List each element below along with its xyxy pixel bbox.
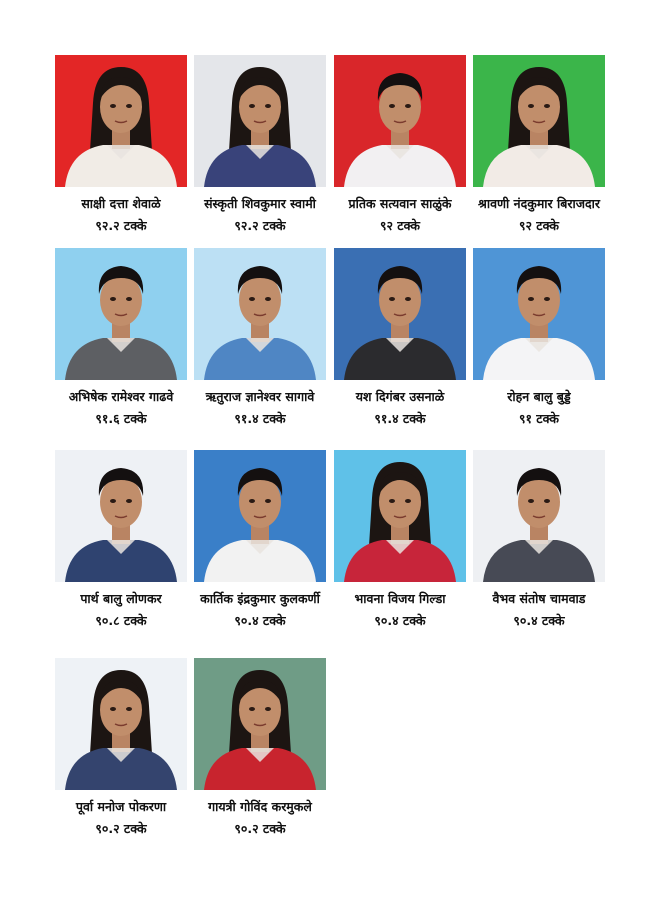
student-card	[55, 55, 187, 234]
student-card	[194, 55, 326, 234]
portrait-image	[55, 248, 187, 380]
portrait-image	[334, 55, 466, 187]
student-percentage: ९०.४ टक्के	[234, 613, 286, 628]
student-percentage: ९०.८ टक्के	[95, 613, 147, 628]
student-name: यश दिगंबर उसनाळे	[355, 389, 445, 404]
portrait-image	[55, 450, 187, 582]
student-percentage: ९०.२ टक्के	[234, 821, 286, 836]
student-percentage: ९२.२ टक्के	[95, 218, 147, 233]
student-name: रोहन बालु बुड्डे	[507, 389, 571, 404]
portrait-image	[334, 450, 466, 582]
student-photo	[194, 658, 326, 790]
student-name: पार्थ बालु लोणकर	[80, 591, 162, 606]
student-photo	[194, 55, 326, 187]
student-percentage: ९२.२ टक्के	[234, 218, 286, 233]
student-card	[473, 248, 605, 427]
student-photo	[55, 450, 187, 582]
student-photo	[473, 55, 605, 187]
student-percentage: ९१.४ टक्के	[234, 411, 286, 426]
student-percentage: ९२ टक्के	[518, 218, 560, 233]
student-name: कार्तिक इंद्रकुमार कुलकर्णी	[200, 591, 320, 606]
student-percentage: ९१.४ टक्के	[374, 411, 426, 426]
student-name: अभिषेक रामेश्वर गाढवे	[68, 389, 174, 404]
portrait-image	[194, 450, 326, 582]
student-photo	[194, 450, 326, 582]
student-photo	[473, 450, 605, 582]
portrait-image	[334, 248, 466, 380]
student-name: साक्षी दत्ता शेवाळे	[81, 196, 161, 211]
student-percentage: ९०.४ टक्के	[513, 613, 565, 628]
student-photo	[334, 248, 466, 380]
student-card	[473, 55, 605, 234]
student-name: वैभव संतोष चामवाड	[492, 591, 586, 606]
student-percentage: ९२ टक्के	[379, 218, 421, 233]
portrait-image	[55, 55, 187, 187]
portrait-image	[194, 55, 326, 187]
student-name: प्रतिक सत्यवान साळुंके	[348, 196, 452, 211]
student-percentage: ९०.४ टक्के	[374, 613, 426, 628]
student-card	[334, 248, 466, 427]
student-card	[194, 658, 326, 837]
student-name: भावना विजय गिल्डा	[354, 591, 446, 606]
portrait-image	[55, 658, 187, 790]
student-photo	[194, 248, 326, 380]
student-card	[55, 450, 187, 629]
student-percentage: ९१.६ टक्के	[95, 411, 147, 426]
student-photo	[473, 248, 605, 380]
student-name: पूर्वा मनोज पोकरणा	[75, 799, 167, 814]
student-photo	[55, 248, 187, 380]
student-percentage: ९१ टक्के	[518, 411, 560, 426]
student-card	[194, 248, 326, 427]
student-card	[334, 55, 466, 234]
portrait-image	[473, 248, 605, 380]
student-photo	[334, 55, 466, 187]
student-name: संस्कृती शिवकुमार स्वामी	[204, 196, 316, 211]
student-card	[55, 658, 187, 837]
portrait-image	[473, 55, 605, 187]
student-percentage: ९०.२ टक्के	[95, 821, 147, 836]
student-photo	[55, 658, 187, 790]
portrait-image	[473, 450, 605, 582]
student-name: श्रावणी नंदकुमार बिराजदार	[477, 196, 600, 211]
student-photo	[55, 55, 187, 187]
portrait-image	[194, 248, 326, 380]
student-card	[473, 450, 605, 629]
student-name: ऋतुराज ज्ञानेश्वर सागावे	[205, 389, 315, 404]
student-name: गायत्री गोविंद करमुकले	[208, 799, 312, 814]
student-photo	[334, 450, 466, 582]
student-card	[55, 248, 187, 427]
student-card	[334, 450, 466, 629]
portrait-image	[194, 658, 326, 790]
student-card	[194, 450, 326, 629]
